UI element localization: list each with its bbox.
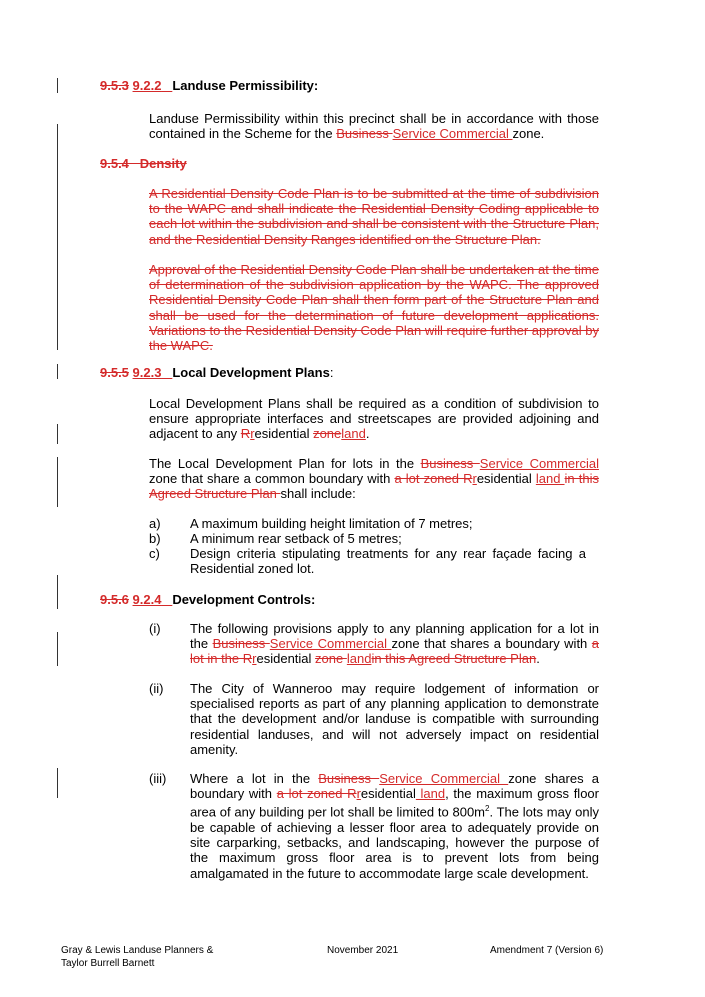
paragraph-density-code-plan: A Residential Density Code Plan is to be submitted at the time of subdivision to the WAPC and shall indicate the Residential Density Coding applicable to each lot within the subdivision and shall be consistent with the Structure Plan, and the Residential Density Ranges identified on the Structure Plan. [149,186,599,247]
new-section-number: 9.2.4 [132,592,162,607]
list-item-label: c) [149,546,160,561]
list-item-label: b) [149,531,161,546]
footer-date: November 2021 [327,945,399,956]
section-heading-density: 9.5.4 Density [100,156,187,171]
section-heading-development-controls [100,592,315,607]
footer-authors: Gray & Lewis Landuse Planners & Taylor Burrell Barnett [61,945,214,969]
change-bar [57,632,58,666]
provision-label: (ii) [149,681,164,696]
old-section-number: 9.5.6 [100,592,129,607]
section-heading-landuse-permissibility [100,78,318,93]
old-section-number: 9.5.5 [100,365,129,380]
change-bar [57,124,58,350]
paragraph-ldp-contents: The Local Development Plan for lots in the Business Service Commercial zone that share a common boundary with a lot zoned Rresidential land in this Agreed Structure Plan shall include: [149,456,599,502]
section-title: Development Controls: [172,592,316,607]
change-bar [57,768,58,798]
provision-label: (iii) [149,771,167,786]
list-item-text: A maximum building height limitation of 7 metres; [190,516,473,531]
section-title: Local Development Plans [172,365,330,380]
old-section-number: 9.5.3 [100,78,129,93]
list-item-label: a) [149,516,161,531]
paragraph-ldp-requirement: Local Development Plans shall be required as a condition of subdivision to ensure appropriate interfaces and streetscapes are provided adjoining and adjacent to any Rresidential zoneland. [149,396,599,442]
change-bar [57,424,58,444]
provision-text: Where a lot in the Business Service Commercial zone shares a boundary with a lot zoned Rresidential land, the maximum gross floor area of any building per lot shall be limited to $800m^2$. The lots may only be capable of achieving a lesser floor area to adequately provide on site carparking, setbacks, and landscaping, however the purpose of the maximum gross floor area is to prevent lots from being amalgamated in the future to accommodate large scale development. [190,771,599,881]
change-bar [57,575,58,609]
new-section-number: 9.2.3 [132,365,162,380]
provision-text: The following provisions apply to any planning application for a lot in the Business Service Commercial zone that shares a boundary with a lot in the Rresidential zone landin this Agreed Structure Plan. [190,621,600,667]
change-bar [57,364,58,379]
section-title: Landuse Permissibility: [172,78,319,93]
list-item-text: Design criteria stipulating treatments for any rear façade facing a Residential zoned lot. [190,546,586,577]
change-bar [57,457,58,507]
paragraph-density-approval: Approval of the Residential Density Code Plan shall be undertaken at the time of determination of the subdivision application by the WAPC. The approved Residential Density Code Plan shall then form part of the Structure Plan and shall be used for the determination of future development applications. Variations to the Residential Density Code Plan will require further approval by the WAPC. [149,262,599,354]
new-section-number: 9.2.2 [132,78,162,93]
provision-label: (i) [149,621,161,636]
change-bar [57,78,58,93]
paragraph-landuse-permissibility: Landuse Permissibility within this precinct shall be in accordance with those contained in the Scheme for the Business Service Commercial zone. [149,111,599,142]
section-heading-local-development-plans: 9.5.5 9.2.3 Local Development Plans: [100,365,334,380]
provision-text: The City of Wanneroo may require lodgement of information or specialised reports as part of any planning application to demonstrate that the development and/or landuse is compatible with surrounding residential landuses, and will not adversely impact on residential amenity. [190,681,599,757]
list-item-text: A minimum rear setback of 5 metres; [190,531,402,546]
footer-amendment: Amendment 7 (Version 6) [490,945,604,956]
